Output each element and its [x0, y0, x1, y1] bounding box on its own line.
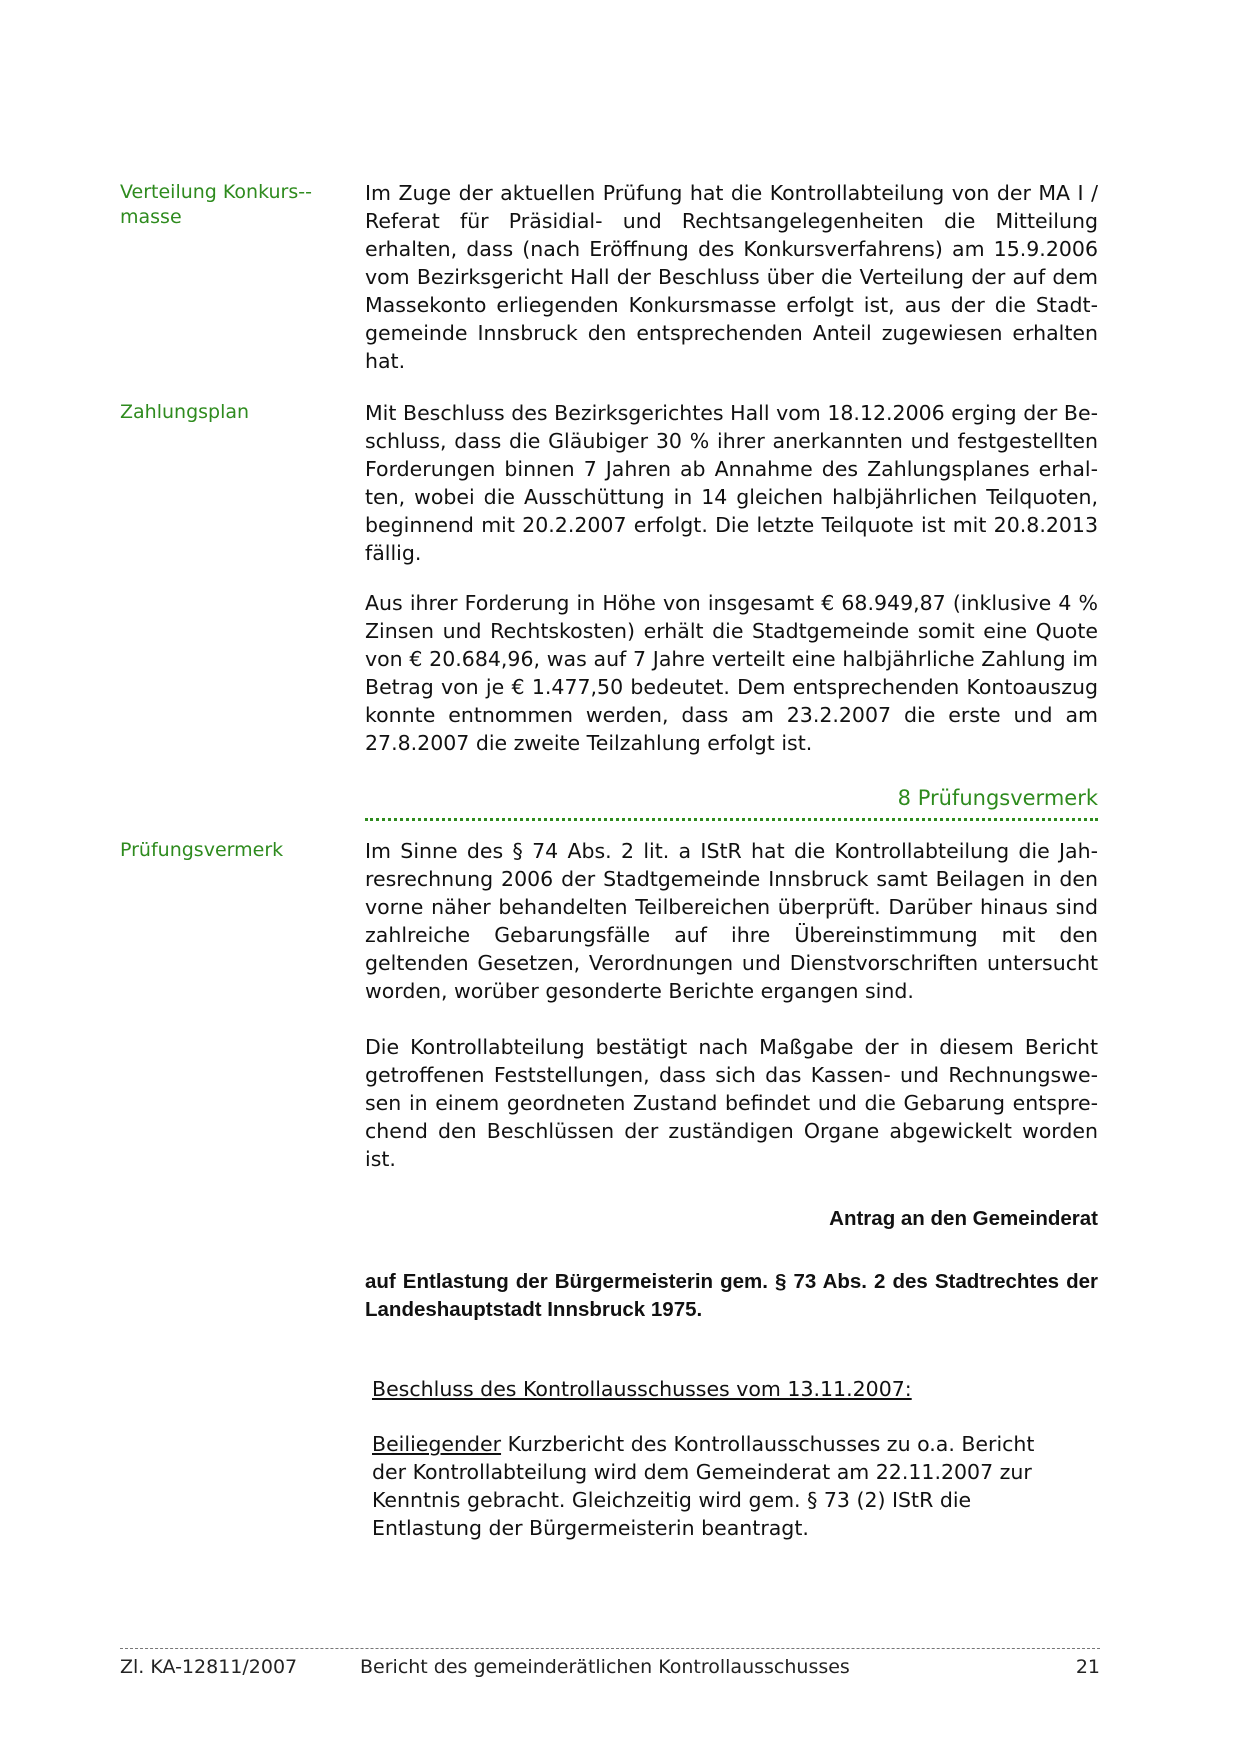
paragraph-verteilung: Im Zuge der aktuellen Prüfung hat die Kontrollabteilung von der MA I / Referat für Präsidial- und Rechtsangelegenheiten die Mitteilung erhalten, dass (nach Eröffnung des Konkursverfahrens) am 15.9.2006 vom Bezirksgericht Hall der Beschluss über die Verteilung der auf dem Massekonto erliegenden Konkursmasse erfolgt ist, aus der die Stadtgemeinde Innsbruck den entsprechenden Anteil zugewiesen erhalten hat. [365, 181, 1098, 373]
sidenote-pruefungsvermerk: Prüfungsvermerk [120, 839, 284, 861]
sidenote-verteilung-konkursmasse: Verteilung Konkurs-masse [120, 181, 312, 228]
paragraph-zahlungsplan-2: Aus ihrer Forderung in Höhe von insgesamt € 68.949,87 (inklusive 4 % Zinsen und Rechtskosten) erhält die Stadtgemeinde somit eine Quote von € 20.684,96, was auf 7 Jahre verteilt eine halbjährliche Zahlung im Betrag von je € 1.477,50 bedeutet. Dem entsprechenden Kontoauszug konnte entnommen werden, dass am 23.2.2007 die erste und am 27.8.2007 die zweite Teilzahlung erfolgt ist. [365, 591, 1098, 755]
beschluss-lead-word: Beiliegender [372, 1432, 502, 1456]
beschluss-text [372, 1430, 1072, 1542]
beschluss-body: Kurzbericht des Kontrollausschusses zu o.a. Bericht der Kontrollabteilung wird dem Gemeinderat am 22.11.2007 zur Kenntnis gebracht. Gleichzeitig wird gem. § 73 (2) IStR die Entlastung der Bürgermeisterin beantragt. [372, 1432, 1035, 1540]
footer-title: Bericht des gemeinderätlichen Kontrollausschusses [360, 1656, 850, 1678]
paragraph-zahlungsplan-1: Mit Beschluss des Bezirksgerichtes Hall vom 18.12.2006 erging der Beschluss, dass die Gläubiger 30 % ihrer anerkannten und festgestellten Forderungen binnen 7 Jahren ab Annahme des Zahlungsplanes erhalten, wobei die Ausschüttung in 14 gleichen halbjährlichen Teilquoten, beginnend mit 20.2.2007 erfolgt. Die letzte Teilquote ist mit 20.8.2013 fällig. [365, 401, 1098, 565]
paragraph-pruefungsvermerk-1: Im Sinne des § 74 Abs. 2 lit. a IStR hat die Kontrollabteilung die Jahresrechnung 2006 der Stadtgemeinde Innsbruck samt Beilagen in den vorne näher behandelten Teilbereichen überprüft. Darüber hinaus sind zahlreiche Gebarungsfälle auf ihre Übereinstimmung mit den geltenden Gesetzen, Verordnungen und Dienstvorschriften untersucht worden, worüber gesonderte Berichte ergangen sind. [365, 839, 1098, 1003]
footer-reference: Zl. KA-12811/2007 [120, 1656, 298, 1678]
section-heading-pruefungsvermerk: 8 Prüfungsvermerk [897, 786, 1098, 810]
footer-divider [120, 1648, 1100, 1649]
sidenote-zahlungsplan: Zahlungsplan [120, 401, 250, 423]
paragraph-pruefungsvermerk-2: Die Kontrollabteilung bestätigt nach Maßgabe der in diesem Bericht getroffenen Feststellungen, dass sich das Kassen- und Rechnungswesen in einem geordneten Zustand befindet und die Gebarung entsprechend den Beschlüssen der zuständigen Organe abgewickelt worden ist. [365, 1035, 1098, 1171]
antrag-text: auf Entlastung der Bürgermeisterin gem. § 73 Abs. 2 des Stadtrechtes der Landeshauptstadt Innsbruck 1975. [365, 1270, 1098, 1321]
beschluss-title: Beschluss des Kontrollausschusses vom 13.11.2007: [372, 1377, 912, 1401]
heading-divider [365, 818, 1098, 821]
page-number: 21 [1075, 1656, 1100, 1678]
antrag-title: Antrag an den Gemeinderat [829, 1207, 1098, 1230]
